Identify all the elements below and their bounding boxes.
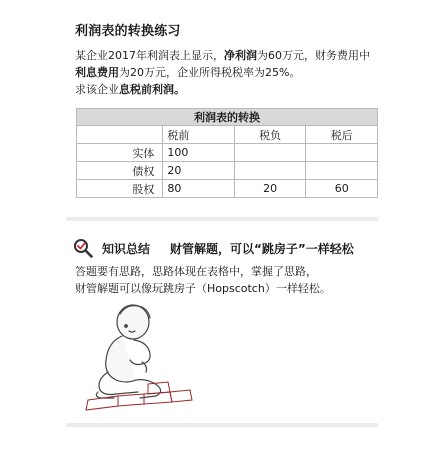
table-row-label: 债权 [77, 162, 163, 180]
intro-text: 为20万元，企业所得税税率为25%。 [119, 66, 301, 79]
summary-headline: 财管解题，可以“跳房子”一样轻松 [170, 241, 354, 256]
table-cell: 60 [306, 180, 378, 198]
table-row-label: 股权 [77, 180, 163, 198]
table-cell [234, 144, 306, 162]
table-cell: 20 [234, 180, 306, 198]
section-divider [66, 423, 378, 427]
table-cell [306, 162, 378, 180]
summary-line-2: 财管解题可以像玩跳房子（Hopscotch）一样轻松。 [75, 282, 331, 295]
intro-keyword-net-profit: 净利润 [224, 49, 257, 62]
table-header-cell: 税负 [234, 126, 306, 144]
hopscotch-illustration [78, 300, 198, 418]
table-header-row [77, 126, 378, 144]
intro-keyword-ebit: 息税前利润。 [119, 83, 185, 96]
table-caption-row [77, 109, 378, 126]
table-row [77, 180, 378, 198]
table-cell [306, 144, 378, 162]
summary-label: 知识总结 [102, 241, 151, 256]
summary-header [72, 237, 354, 259]
table-cell: 100 [163, 144, 235, 162]
intro-line-3 [75, 81, 185, 98]
intro-line-2 [75, 64, 300, 81]
table-header-cell [77, 126, 163, 144]
section-divider [66, 217, 378, 221]
table-header-cell: 税后 [306, 126, 378, 144]
profit-conversion-table [76, 108, 378, 198]
table-row [77, 162, 378, 180]
summary-line-1: 答题要有思路，思路体现在表格中，掌握了思路， [75, 265, 317, 278]
table-header-cell: 税前 [163, 126, 235, 144]
table-caption: 利润表的转换 [77, 109, 378, 126]
table-cell [234, 162, 306, 180]
table-cell: 20 [163, 162, 235, 180]
table-cell: 80 [163, 180, 235, 198]
intro-keyword-interest: 利息费用 [75, 66, 119, 79]
table-row-label: 实体 [77, 144, 163, 162]
table-row [77, 144, 378, 162]
magnifier-check-icon [72, 237, 94, 259]
page-title: 利润表的转换练习 [75, 24, 181, 39]
intro-text: 求该企业 [75, 83, 119, 96]
intro-text: 某企业2017年利润表上显示， [75, 49, 224, 62]
intro-text: 为60万元，财务费用中 [257, 49, 370, 62]
intro-line-1 [75, 47, 370, 64]
hopscotch-grid [86, 382, 192, 410]
